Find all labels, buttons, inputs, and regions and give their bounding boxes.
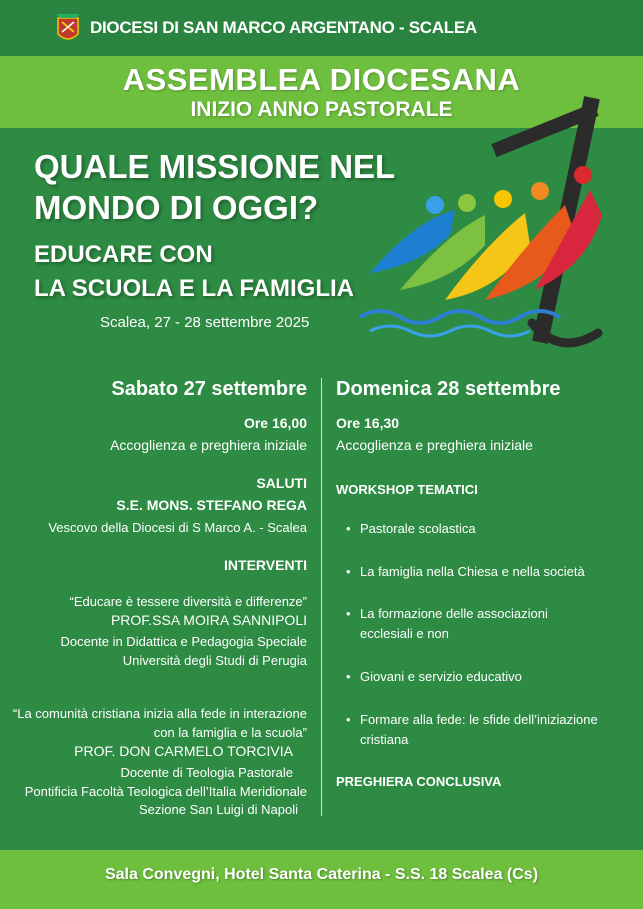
sunday-heading: Domenica 28 settembre	[336, 378, 561, 400]
list-item: • La formazione delle associazioni	[346, 603, 640, 624]
event-dates: Scalea, 27 - 28 settembre 2025	[100, 314, 310, 331]
list-item: • La famiglia nella Chiesa e nella società	[346, 561, 640, 582]
talk2-speaker: PROF. DON CARMELO TORCIVIA	[74, 743, 293, 759]
talk1-role-1: Docente in Didattica e Pedagogia Speciale	[60, 634, 307, 649]
talk2-quote-1: “La comunità cristiana inizia alla fede in interazione	[12, 706, 307, 721]
column-divider	[321, 378, 322, 816]
talk2-role-3: Sezione San Luigi di Napoli	[139, 802, 298, 817]
event-subtitle: INIZIO ANNO PASTORALE	[190, 98, 453, 121]
list-item: • Pastorale scolastica	[346, 518, 640, 539]
talks-label: INTERVENTI	[224, 557, 307, 573]
sunday-time: Ore 16,30	[336, 415, 400, 431]
theme-line-1: EDUCARE CON	[34, 241, 213, 268]
saturday-heading: Sabato 27 settembre	[111, 378, 307, 400]
saturday-time: Ore 16,00	[243, 415, 307, 431]
question-line-1: QUALE MISSIONE NEL	[34, 148, 396, 185]
greetings-label: SALUTI	[256, 475, 307, 491]
sunday-opening: Accoglienza e preghiera iniziale	[336, 437, 533, 453]
theme	[34, 238, 354, 306]
talk1-role-2: Università degli Studi di Perugia	[122, 653, 307, 668]
closing-prayer: PREGHIERA CONCLUSIVA	[336, 774, 502, 789]
diocese-crest-icon	[54, 8, 82, 48]
venue: Sala Convegni, Hotel Santa Caterina - S.S. 18 Scalea (Cs)	[104, 866, 539, 883]
talk1-speaker: PROF.SSA MOIRA SANNIPOLI	[110, 612, 307, 628]
saturday-opening: Accoglienza e preghiera iniziale	[110, 437, 307, 453]
talk1-quote: “Educare è tessere diversità e differenze”	[69, 594, 307, 609]
synod-logo-icon	[360, 95, 630, 360]
diocese-name: DIOCESI DI SAN MARCO ARGENTANO - SCALEA	[90, 18, 477, 37]
talk2-role-1: Docente di Teologia Pastorale	[120, 765, 293, 780]
main-question	[34, 146, 395, 228]
workshops-label: WORKSHOP TEMATICI	[336, 482, 478, 497]
talk2-quote-2: con la famiglia e la scuola”	[153, 725, 307, 740]
theme-line-2: LA SCUOLA E LA FAMIGLIA	[34, 275, 354, 302]
event-title: ASSEMBLEA DIOCESANA	[122, 62, 521, 97]
greetings-speaker: S.E. MONS. STEFANO REGA	[116, 497, 307, 513]
list-item-continuation: cristiana	[360, 732, 409, 747]
list-item: • Giovani e servizio educativo	[346, 666, 640, 687]
greetings-role: Vescovo della Diocesi di S Marco A. - Scalea	[48, 520, 307, 535]
list-item: • Formare alla fede: le sfide dell’iniziazione	[346, 709, 640, 730]
list-item-continuation: ecclesiali e non	[360, 626, 449, 641]
question-line-2: MONDO DI OGGI?	[34, 189, 319, 226]
talk2-role-2: Pontificia Facoltà Teologica dell’Italia Meridionale	[24, 784, 307, 799]
